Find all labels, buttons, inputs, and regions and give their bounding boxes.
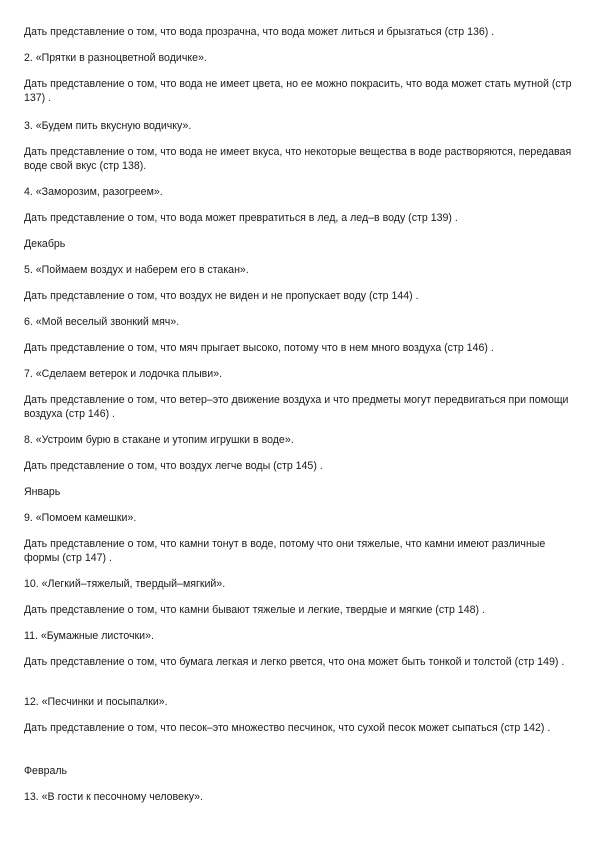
- lesson-topic: 13. «В гости к песочному человеку».: [24, 791, 203, 803]
- lesson-topic: 9. «Помоем камешки».: [24, 512, 137, 524]
- month-heading: Декабрь: [24, 238, 66, 250]
- lesson-topic: 5. «Поймаем воздух и наберем его в стакан».: [24, 264, 249, 276]
- lesson-goal: Дать представление о том, что мяч прыгает высоко, потому что в нем много воздуха (стр 146) .: [24, 342, 494, 354]
- lesson-goal: Дать представление о том, что воздух легче воды (стр 145) .: [24, 460, 323, 472]
- lesson-goal: Дать представление о том, что воздух не виден и не пропускает воду (стр 144) .: [24, 290, 419, 302]
- lesson-topic: 4. «Заморозим, разогреем».: [24, 186, 163, 198]
- month-heading: Январь: [24, 486, 61, 498]
- month-heading: Февраль: [24, 765, 68, 777]
- lesson-goal: Дать представление о том, что вода прозрачна, что вода может литься и брызгаться (стр 136) .: [24, 26, 495, 38]
- lesson-goal: Дать представление о том, что вода не имеет цвета, но ее можно покрасить, что вода может стать мутной (стр 137) .: [24, 78, 572, 104]
- lesson-topic: 6. «Мой веселый звонкий мяч».: [24, 316, 180, 328]
- lesson-goal: Дать представление о том, что песок–это множество песчинок, что сухой песок может сыпаться (стр 142) .: [24, 722, 551, 734]
- lesson-topic: 12. «Песчинки и посыпалки».: [24, 696, 168, 708]
- lesson-goal: Дать представление о том, что вода может превратиться в лед, а лед–в воду (стр 139) .: [24, 212, 458, 224]
- lesson-topic: 8. «Устроим бурю в стакане и утопим игрушки в воде».: [24, 434, 294, 446]
- lesson-goal: Дать представление о том, что бумага легкая и легко рвется, что она может быть тонкой и толстой (стр 149) .: [24, 656, 565, 668]
- lesson-topic: 3. «Будем пить вкусную водичку».: [24, 120, 192, 132]
- lesson-topic: 11. «Бумажные листочки».: [24, 630, 154, 642]
- lesson-goal: Дать представление о том, что ветер–это движение воздуха и что предметы могут передвигаться при помощи воздуха (стр 146) .: [24, 394, 569, 420]
- lesson-topic: 10. «Легкий–тяжелый, твердый–мягкий».: [24, 578, 226, 590]
- lesson-topic: 2. «Прятки в разноцветной водичке».: [24, 52, 207, 64]
- lesson-topic: 7. «Сделаем ветерок и лодочка плыви».: [24, 368, 223, 380]
- lesson-goal: Дать представление о том, что камни бывают тяжелые и легкие, твердые и мягкие (стр 148) .: [24, 604, 485, 616]
- lesson-goal: Дать представление о том, что камни тонут в воде, потому что они тяжелые, что камни имеют различные формы (стр 147) .: [24, 538, 546, 564]
- lesson-goal: Дать представление о том, что вода не имеет вкуса, что некоторые вещества в воде растворяются, передавая воде свой вкус (стр 138).: [24, 146, 572, 172]
